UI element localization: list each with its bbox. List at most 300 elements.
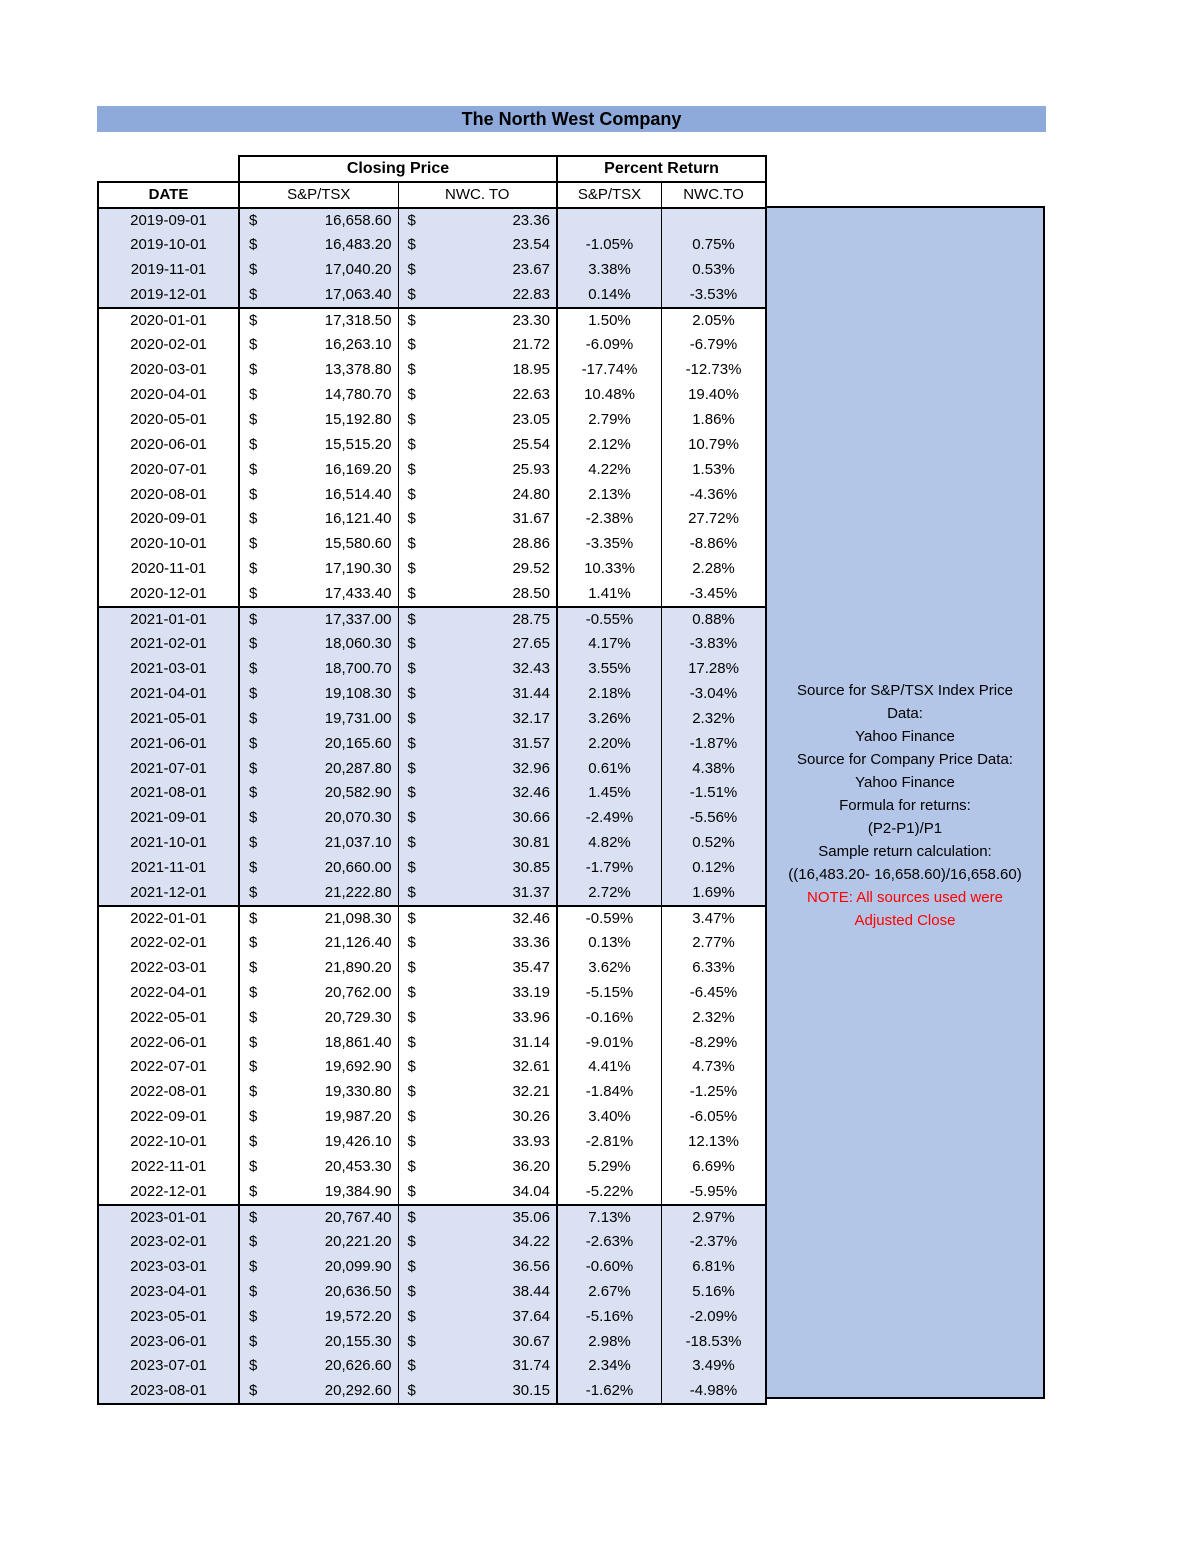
table-row xyxy=(98,706,766,731)
price-sp-cell xyxy=(239,607,398,632)
table-row xyxy=(98,457,766,482)
price-nwc-value: 25.93 xyxy=(512,460,550,478)
table-row xyxy=(98,856,766,881)
price-nwc-cell xyxy=(398,532,557,557)
note-line: Data: xyxy=(887,705,923,722)
currency-symbol: $ xyxy=(407,709,416,727)
table-row xyxy=(98,607,766,632)
price-nwc-value: 28.50 xyxy=(512,584,550,602)
currency-symbol: $ xyxy=(249,212,258,229)
price-nwc-value: 33.36 xyxy=(512,934,550,952)
return-nwc-column-header: NWC.TO xyxy=(662,182,767,208)
currency-symbol: $ xyxy=(407,1033,416,1051)
price-sp-cell xyxy=(239,1130,398,1155)
price-nwc-cell xyxy=(398,582,557,607)
sheet-title: The North West Company xyxy=(97,106,1046,132)
price-nwc-cell xyxy=(398,980,557,1005)
currency-symbol: $ xyxy=(249,635,258,653)
price-sp-cell xyxy=(239,931,398,956)
empty-header-cell xyxy=(98,156,239,182)
price-nwc-value: 29.52 xyxy=(512,560,550,578)
price-sp-value: 20,626.60 xyxy=(324,1357,392,1375)
price-nwc-value: 32.43 xyxy=(512,660,550,678)
price-sp-cell xyxy=(239,482,398,507)
currency-symbol: $ xyxy=(249,1208,258,1226)
currency-symbol: $ xyxy=(407,1332,416,1350)
return-sp-cell: -2.63% xyxy=(557,1230,662,1255)
price-sp-value: 20,767.40 xyxy=(324,1208,392,1226)
return-sp-cell: 2.13% xyxy=(557,482,662,507)
price-nwc-cell xyxy=(398,831,557,856)
table-row xyxy=(98,1254,766,1279)
return-nwc-cell: 27.72% xyxy=(662,507,767,532)
currency-symbol: $ xyxy=(249,336,258,354)
column-header-row xyxy=(98,182,766,208)
date-cell: 2022-06-01 xyxy=(98,1030,239,1055)
price-nwc-cell xyxy=(398,1030,557,1055)
price-nwc-cell xyxy=(398,507,557,532)
price-sp-cell xyxy=(239,1254,398,1279)
price-nwc-cell xyxy=(398,383,557,408)
return-nwc-cell: 4.73% xyxy=(662,1055,767,1080)
currency-symbol: $ xyxy=(407,311,416,329)
price-nwc-cell xyxy=(398,881,557,906)
return-nwc-cell: 4.38% xyxy=(662,756,767,781)
date-cell: 2023-07-01 xyxy=(98,1354,239,1379)
price-nwc-value: 31.57 xyxy=(512,734,550,752)
currency-symbol: $ xyxy=(407,1357,416,1375)
currency-symbol: $ xyxy=(249,1307,258,1325)
price-sp-value: 17,318.50 xyxy=(324,311,392,329)
price-sp-value: 16,483.20 xyxy=(324,236,392,254)
price-nwc-value: 32.96 xyxy=(512,759,550,777)
price-nwc-value: 33.19 xyxy=(512,983,550,1001)
currency-symbol: $ xyxy=(407,1307,416,1325)
table-row xyxy=(98,258,766,283)
price-nwc-value: 22.83 xyxy=(512,285,550,303)
price-nwc-cell xyxy=(398,457,557,482)
price-nwc-value: 31.14 xyxy=(512,1033,550,1051)
date-cell: 2021-05-01 xyxy=(98,706,239,731)
price-nwc-value: 31.67 xyxy=(512,510,550,528)
date-cell: 2020-02-01 xyxy=(98,333,239,358)
currency-symbol: $ xyxy=(249,1182,258,1200)
return-nwc-cell: 0.75% xyxy=(662,233,767,258)
currency-symbol: $ xyxy=(407,361,416,379)
return-sp-cell: -0.59% xyxy=(557,906,662,931)
price-sp-cell xyxy=(239,432,398,457)
table-row xyxy=(98,532,766,557)
price-nwc-value: 30.15 xyxy=(512,1381,550,1399)
price-sp-value: 20,287.80 xyxy=(324,759,392,777)
table-row xyxy=(98,557,766,582)
price-nwc-cell xyxy=(398,557,557,582)
price-sp-cell xyxy=(239,457,398,482)
price-sp-value: 17,433.40 xyxy=(324,584,392,602)
price-nwc-cell xyxy=(398,283,557,308)
table-row xyxy=(98,1080,766,1105)
price-sp-cell xyxy=(239,233,398,258)
price-sp-value: 19,692.90 xyxy=(324,1058,392,1076)
return-sp-cell: -3.35% xyxy=(557,532,662,557)
return-nwc-cell: 3.49% xyxy=(662,1354,767,1379)
currency-symbol: $ xyxy=(249,236,258,254)
price-sp-cell xyxy=(239,1379,398,1404)
price-nwc-value: 21.72 xyxy=(512,336,550,354)
table-row xyxy=(98,1279,766,1304)
currency-symbol: $ xyxy=(407,635,416,653)
price-sp-cell xyxy=(239,308,398,333)
currency-symbol: $ xyxy=(249,584,258,602)
table-row xyxy=(98,1155,766,1180)
price-sp-cell xyxy=(239,632,398,657)
price-sp-value: 21,098.30 xyxy=(324,909,392,927)
currency-symbol: $ xyxy=(249,1282,258,1300)
price-nwc-cell xyxy=(398,806,557,831)
return-sp-cell: -6.09% xyxy=(557,333,662,358)
currency-symbol: $ xyxy=(249,958,258,976)
currency-symbol: $ xyxy=(249,734,258,752)
price-sp-cell xyxy=(239,258,398,283)
price-nwc-value: 31.37 xyxy=(512,883,550,901)
currency-symbol: $ xyxy=(407,584,416,602)
price-sp-value: 19,330.80 xyxy=(324,1083,392,1101)
date-column-header: DATE xyxy=(98,182,239,208)
price-nwc-value: 24.80 xyxy=(512,485,550,503)
note-line-warning: Adjusted Close xyxy=(854,912,956,929)
currency-symbol: $ xyxy=(407,759,416,777)
currency-symbol: $ xyxy=(407,510,416,528)
price-sp-cell xyxy=(239,1354,398,1379)
return-nwc-cell: 12.13% xyxy=(662,1130,767,1155)
currency-symbol: $ xyxy=(407,610,416,628)
return-sp-cell: 5.29% xyxy=(557,1155,662,1180)
currency-symbol: $ xyxy=(249,560,258,578)
return-nwc-cell: 3.47% xyxy=(662,906,767,931)
price-nwc-value: 28.75 xyxy=(512,610,550,628)
date-cell: 2020-08-01 xyxy=(98,482,239,507)
group-header-row xyxy=(98,156,766,182)
currency-symbol: $ xyxy=(249,834,258,852)
price-nwc-cell xyxy=(398,333,557,358)
return-sp-cell: -5.15% xyxy=(557,980,662,1005)
date-cell: 2021-08-01 xyxy=(98,781,239,806)
date-cell: 2022-08-01 xyxy=(98,1080,239,1105)
price-nwc-cell xyxy=(398,607,557,632)
price-nwc-value: 34.04 xyxy=(512,1182,550,1200)
currency-symbol: $ xyxy=(249,1083,258,1101)
note-line: Formula for returns: xyxy=(839,797,971,814)
date-cell: 2021-07-01 xyxy=(98,756,239,781)
return-sp-cell: 10.48% xyxy=(557,383,662,408)
price-nwc-cell xyxy=(398,233,557,258)
price-nwc-value: 32.46 xyxy=(512,909,550,927)
price-sp-cell xyxy=(239,582,398,607)
currency-symbol: $ xyxy=(407,560,416,578)
currency-symbol: $ xyxy=(249,883,258,901)
price-nwc-cell xyxy=(398,1105,557,1130)
currency-symbol: $ xyxy=(249,1357,258,1375)
price-nwc-cell xyxy=(398,1230,557,1255)
price-sp-value: 19,108.30 xyxy=(324,684,392,702)
return-nwc-cell: 0.12% xyxy=(662,856,767,881)
price-sp-value: 17,040.20 xyxy=(324,261,392,279)
return-nwc-cell: -1.25% xyxy=(662,1080,767,1105)
date-cell: 2021-10-01 xyxy=(98,831,239,856)
return-nwc-cell: -2.37% xyxy=(662,1230,767,1255)
return-sp-cell: 3.55% xyxy=(557,657,662,682)
currency-symbol: $ xyxy=(249,859,258,877)
return-nwc-cell: -6.05% xyxy=(662,1105,767,1130)
currency-symbol: $ xyxy=(407,784,416,802)
currency-symbol: $ xyxy=(407,684,416,702)
return-sp-cell: 4.17% xyxy=(557,632,662,657)
table-row xyxy=(98,1130,766,1155)
price-nwc-cell xyxy=(398,358,557,383)
price-sp-cell xyxy=(239,806,398,831)
price-nwc-value: 34.22 xyxy=(512,1232,550,1250)
price-nwc-cell xyxy=(398,1080,557,1105)
price-nwc-value: 35.06 xyxy=(512,1208,550,1226)
date-cell: 2023-05-01 xyxy=(98,1304,239,1329)
return-nwc-cell: -18.53% xyxy=(662,1329,767,1354)
price-nwc-cell xyxy=(398,931,557,956)
price-nwc-value: 28.86 xyxy=(512,535,550,553)
return-sp-cell xyxy=(557,208,662,233)
price-nwc-cell xyxy=(398,1155,557,1180)
date-cell: 2019-12-01 xyxy=(98,283,239,308)
notes-text xyxy=(767,679,1043,932)
table-row xyxy=(98,358,766,383)
return-sp-cell: -1.62% xyxy=(557,1379,662,1404)
table-row xyxy=(98,333,766,358)
table-row xyxy=(98,482,766,507)
price-sp-value: 20,292.60 xyxy=(324,1381,392,1399)
return-sp-cell: 2.12% xyxy=(557,432,662,457)
table-row xyxy=(98,308,766,333)
price-sp-value: 19,426.10 xyxy=(324,1133,392,1151)
table-row xyxy=(98,756,766,781)
price-nwc-value: 23.05 xyxy=(512,410,550,428)
price-sp-cell xyxy=(239,208,398,233)
currency-symbol: $ xyxy=(407,336,416,354)
price-nwc-value: 32.17 xyxy=(512,709,550,727)
price-sp-cell xyxy=(239,1180,398,1205)
price-nwc-cell xyxy=(398,208,557,233)
currency-symbol: $ xyxy=(407,809,416,827)
price-nwc-cell xyxy=(398,706,557,731)
return-nwc-cell: 2.28% xyxy=(662,557,767,582)
price-nwc-cell xyxy=(398,1379,557,1404)
table-row xyxy=(98,781,766,806)
currency-symbol: $ xyxy=(249,684,258,702)
price-sp-cell xyxy=(239,1205,398,1230)
currency-symbol: $ xyxy=(249,1332,258,1350)
date-cell: 2020-03-01 xyxy=(98,358,239,383)
price-sp-cell xyxy=(239,532,398,557)
price-sp-column-header: S&P/TSX xyxy=(239,182,398,208)
return-sp-cell: 4.22% xyxy=(557,457,662,482)
currency-symbol: $ xyxy=(407,485,416,503)
currency-symbol: $ xyxy=(407,261,416,279)
currency-symbol: $ xyxy=(249,460,258,478)
price-sp-cell xyxy=(239,358,398,383)
return-nwc-cell: -3.04% xyxy=(662,681,767,706)
table-row xyxy=(98,632,766,657)
return-sp-cell: 1.50% xyxy=(557,308,662,333)
table-row xyxy=(98,1304,766,1329)
currency-symbol: $ xyxy=(407,1182,416,1200)
price-nwc-value: 38.44 xyxy=(512,1282,550,1300)
price-nwc-cell xyxy=(398,1205,557,1230)
date-cell: 2021-11-01 xyxy=(98,856,239,881)
price-sp-cell xyxy=(239,1105,398,1130)
price-sp-cell xyxy=(239,507,398,532)
return-nwc-cell: 2.97% xyxy=(662,1205,767,1230)
price-nwc-value: 36.56 xyxy=(512,1257,550,1275)
date-cell: 2023-04-01 xyxy=(98,1279,239,1304)
date-cell: 2020-04-01 xyxy=(98,383,239,408)
price-sp-value: 19,572.20 xyxy=(324,1307,392,1325)
return-nwc-cell xyxy=(662,208,767,233)
price-sp-cell xyxy=(239,906,398,931)
price-nwc-cell xyxy=(398,756,557,781)
table-row xyxy=(98,1105,766,1130)
return-nwc-cell: -8.86% xyxy=(662,532,767,557)
currency-symbol: $ xyxy=(249,934,258,952)
date-cell: 2021-12-01 xyxy=(98,881,239,906)
date-cell: 2020-12-01 xyxy=(98,582,239,607)
return-sp-cell: 3.38% xyxy=(557,258,662,283)
date-cell: 2022-04-01 xyxy=(98,980,239,1005)
date-cell: 2022-03-01 xyxy=(98,955,239,980)
price-sp-cell xyxy=(239,831,398,856)
price-nwc-value: 32.21 xyxy=(512,1083,550,1101)
return-nwc-cell: 2.32% xyxy=(662,1005,767,1030)
currency-symbol: $ xyxy=(407,212,416,229)
price-nwc-cell xyxy=(398,1180,557,1205)
return-nwc-cell: 5.16% xyxy=(662,1279,767,1304)
currency-symbol: $ xyxy=(249,261,258,279)
price-sp-value: 16,658.60 xyxy=(324,212,392,229)
currency-symbol: $ xyxy=(249,386,258,403)
price-nwc-value: 23.54 xyxy=(512,236,550,254)
table-row xyxy=(98,881,766,906)
price-nwc-cell xyxy=(398,407,557,432)
currency-symbol: $ xyxy=(407,1232,416,1250)
price-nwc-cell xyxy=(398,1005,557,1030)
date-cell: 2023-01-01 xyxy=(98,1205,239,1230)
currency-symbol: $ xyxy=(249,709,258,727)
currency-symbol: $ xyxy=(249,1232,258,1250)
price-sp-value: 16,263.10 xyxy=(324,336,392,354)
currency-symbol: $ xyxy=(249,983,258,1001)
note-line: Sample return calculation: xyxy=(818,843,992,860)
currency-symbol: $ xyxy=(249,1381,258,1399)
price-nwc-cell xyxy=(398,1130,557,1155)
price-nwc-value: 33.96 xyxy=(512,1008,550,1026)
table-row xyxy=(98,208,766,233)
currency-symbol: $ xyxy=(249,660,258,678)
currency-symbol: $ xyxy=(407,883,416,901)
return-sp-cell: 10.33% xyxy=(557,557,662,582)
currency-symbol: $ xyxy=(249,784,258,802)
table-row xyxy=(98,1030,766,1055)
price-sp-cell xyxy=(239,407,398,432)
return-sp-cell: 7.13% xyxy=(557,1205,662,1230)
price-nwc-value: 30.85 xyxy=(512,859,550,877)
return-sp-cell: 0.13% xyxy=(557,931,662,956)
return-sp-cell: -5.16% xyxy=(557,1304,662,1329)
price-sp-value: 21,126.40 xyxy=(324,934,392,952)
currency-symbol: $ xyxy=(249,1033,258,1051)
return-sp-cell: 3.26% xyxy=(557,706,662,731)
price-sp-value: 14,780.70 xyxy=(324,386,392,403)
currency-symbol: $ xyxy=(407,1381,416,1399)
price-sp-value: 19,731.00 xyxy=(324,709,392,727)
currency-symbol: $ xyxy=(249,1058,258,1076)
price-nwc-cell xyxy=(398,1304,557,1329)
price-sp-cell xyxy=(239,856,398,881)
price-sp-value: 20,070.30 xyxy=(324,809,392,827)
currency-symbol: $ xyxy=(407,859,416,877)
table-row xyxy=(98,931,766,956)
return-sp-cell: -2.49% xyxy=(557,806,662,831)
price-sp-value: 18,700.70 xyxy=(324,660,392,678)
currency-symbol: $ xyxy=(249,909,258,927)
currency-symbol: $ xyxy=(249,285,258,303)
date-cell: 2019-11-01 xyxy=(98,258,239,283)
date-cell: 2023-03-01 xyxy=(98,1254,239,1279)
date-cell: 2021-02-01 xyxy=(98,632,239,657)
table-row xyxy=(98,383,766,408)
currency-symbol: $ xyxy=(249,535,258,553)
return-nwc-cell: 19.40% xyxy=(662,383,767,408)
note-line: Yahoo Finance xyxy=(855,774,955,791)
currency-symbol: $ xyxy=(407,660,416,678)
return-sp-cell: 3.62% xyxy=(557,955,662,980)
price-sp-cell xyxy=(239,657,398,682)
return-sp-cell: -1.84% xyxy=(557,1080,662,1105)
currency-symbol: $ xyxy=(407,285,416,303)
table-row xyxy=(98,1379,766,1404)
price-sp-cell xyxy=(239,333,398,358)
currency-symbol: $ xyxy=(407,410,416,428)
price-nwc-cell xyxy=(398,432,557,457)
price-sp-value: 17,063.40 xyxy=(324,285,392,303)
note-line: Source for Company Price Data: xyxy=(797,751,1013,768)
date-cell: 2022-07-01 xyxy=(98,1055,239,1080)
return-nwc-cell: 1.86% xyxy=(662,407,767,432)
currency-symbol: $ xyxy=(407,1083,416,1101)
price-nwc-value: 22.63 xyxy=(512,386,550,403)
price-sp-cell xyxy=(239,881,398,906)
currency-symbol: $ xyxy=(249,510,258,528)
date-cell: 2020-01-01 xyxy=(98,308,239,333)
currency-symbol: $ xyxy=(407,1058,416,1076)
date-cell: 2022-02-01 xyxy=(98,931,239,956)
price-nwc-cell xyxy=(398,781,557,806)
return-sp-cell: 0.14% xyxy=(557,283,662,308)
price-nwc-value: 23.30 xyxy=(512,311,550,329)
date-cell: 2023-02-01 xyxy=(98,1230,239,1255)
currency-symbol: $ xyxy=(249,1108,258,1126)
return-nwc-cell: -1.87% xyxy=(662,731,767,756)
return-nwc-cell: 10.79% xyxy=(662,432,767,457)
price-nwc-value: 32.46 xyxy=(512,784,550,802)
price-sp-cell xyxy=(239,1055,398,1080)
table-row xyxy=(98,657,766,682)
